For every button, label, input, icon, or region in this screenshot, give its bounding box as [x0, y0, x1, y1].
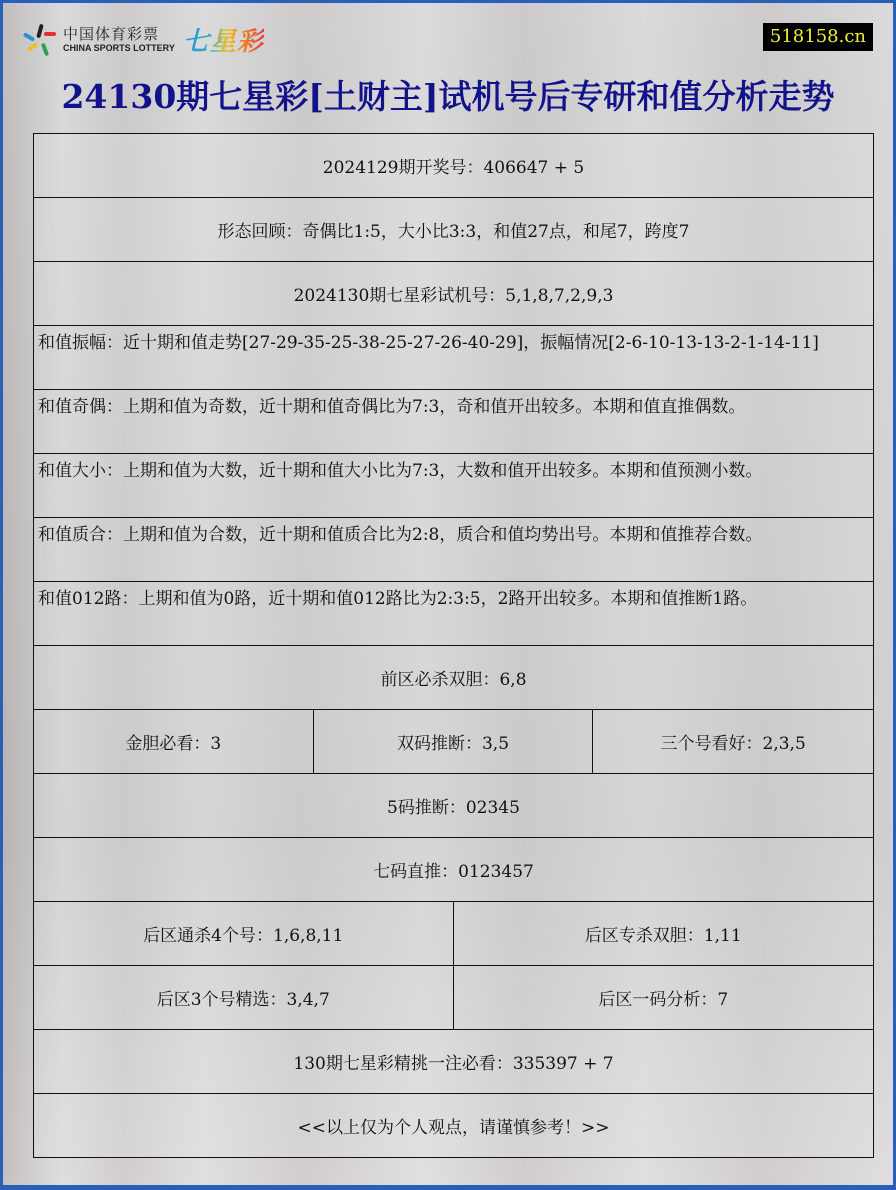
- site-badge: 518158.cn: [763, 23, 873, 51]
- table-row: [34, 646, 874, 710]
- sum-012-route-cell: 和值012路：上期和值为0路，近十期和值012路比为2:3:5，2路开出较多。本期和值推断1路。: [34, 582, 874, 646]
- disclaimer-cell: <<以上仅为个人观点，请谨慎参考！>>: [34, 1094, 874, 1158]
- sum-big-small-cell: 和值大小：上期和值为大数，近十期和值大小比为7:3，大数和值开出较多。本期和值预测小数。: [34, 454, 874, 518]
- test-number-cell: 2024130期七星彩试机号：5,1,8,7,2,9,3: [34, 262, 874, 326]
- double-code-cell: 双码推断：3,5: [313, 710, 593, 774]
- back-kill-two-cell: 后区专杀双胆：1,11: [453, 902, 874, 966]
- page-title: 24130期七星彩[土财主]试机号后专研和值分析走势: [61, 77, 835, 116]
- gold-pick-cell: 金胆必看：3: [34, 710, 314, 774]
- sum-odd-even-cell: 和值奇偶：上期和值为奇数，近十期和值奇偶比为7:3，奇和值开出较多。本期和值直推偶数。: [34, 390, 874, 454]
- table-row: [34, 1030, 874, 1094]
- table-row: [34, 1094, 874, 1158]
- table-row: [34, 966, 874, 1030]
- featured-pick-cell: 130期七星彩精挑一注必看：335397 + 7: [34, 1030, 874, 1094]
- table-row: [34, 902, 874, 966]
- page-frame: [3, 3, 893, 1185]
- table-row: [34, 710, 874, 774]
- draw-result-cell: 2024129期开奖号：406647 + 5: [34, 134, 874, 198]
- back-three-cell: 后区3个号精选：3,4,7: [34, 966, 454, 1030]
- table-row: [34, 198, 874, 262]
- logo-en-text: CHINA SPORTS LOTTERY: [63, 42, 175, 53]
- logo-cn-text: 中国体育彩票: [63, 24, 160, 43]
- table-row: [34, 582, 874, 646]
- seven-code-cell: 七码直推：0123457: [34, 838, 874, 902]
- lottery-star-icon: [23, 23, 57, 57]
- table-row: [34, 262, 874, 326]
- table-row: [34, 454, 874, 518]
- table-row: [34, 774, 874, 838]
- pattern-review-cell: 形态回顾：奇偶比1:5，大小比3:3，和值27点，和尾7，跨度7: [34, 198, 874, 262]
- sum-prime-composite-cell: 和值质合：上期和值为合数，近十期和值质合比为2:8，质合和值均势出号。本期和值推荐合数。: [34, 518, 874, 582]
- five-code-cell: 5码推断：02345: [34, 774, 874, 838]
- table-row: [34, 326, 874, 390]
- back-one-cell: 后区一码分析：7: [453, 966, 874, 1030]
- table-row: [34, 518, 874, 582]
- table-row: [34, 838, 874, 902]
- front-kill-two-cell: 前区必杀双胆：6,8: [34, 646, 874, 710]
- analysis-table: [33, 133, 874, 1158]
- back-kill-four-cell: 后区通杀4个号：1,6,8,11: [34, 902, 454, 966]
- table-row: [34, 390, 874, 454]
- sum-amplitude-cell: 和值振幅：近十期和值走势[27-29-35-25-38-25-27-26-40-29]，振幅情况[2-6-10-13-13-2-1-14-11]: [34, 326, 874, 390]
- table-row: [34, 134, 874, 198]
- logo-brand-text: 七星彩: [183, 21, 264, 58]
- china-sports-lottery-logo: [23, 21, 264, 58]
- three-numbers-cell: 三个号看好：2,3,5: [593, 710, 874, 774]
